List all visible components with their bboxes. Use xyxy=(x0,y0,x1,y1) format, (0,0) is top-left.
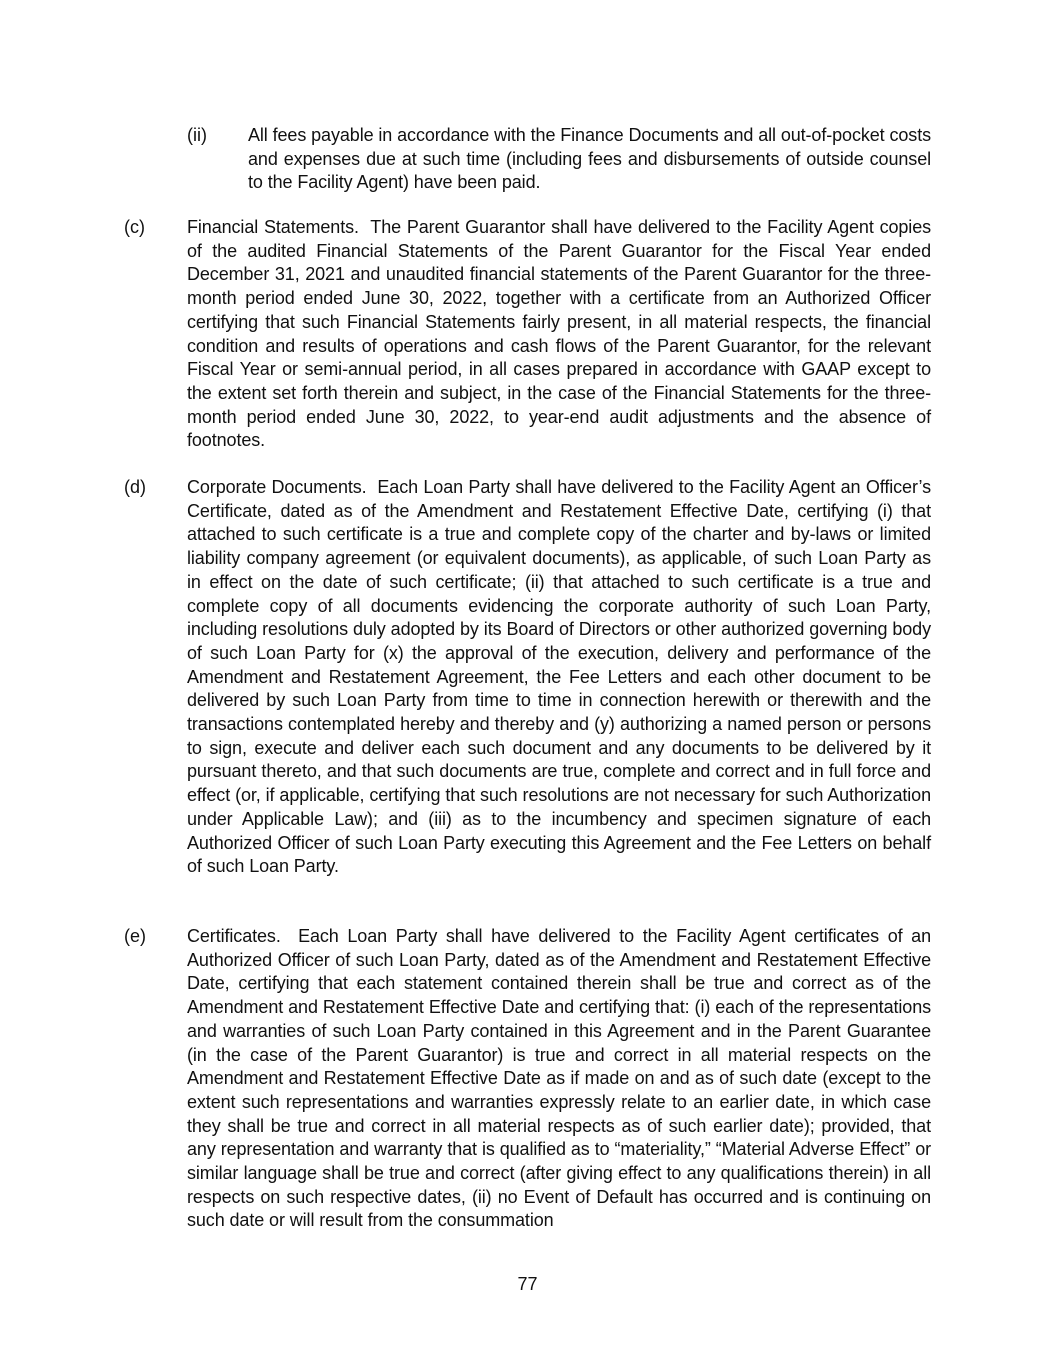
section-e-text: Each Loan Party shall have delivered to the Facility Agent certificates of an Authorized Officer of such Loan Party, dated as of the Amendment and Restatement Effective Date, certifying that each statement contained therein shall be true and correct as of the Amendment and Restatement Effective Date and certifying that: (i) each of the representations and warranties of such Loan Party contained in this Agreement and in the Parent Guarantee (in the case of the Parent Guarantor) is true and correct in all material respects on the Amendment and Restatement Effective Date as if made on and as of such date (except to the extent such representations and warranties expressly relate to an earlier date, in which case they shall be true and correct in all material respects as of such earlier date); provided, that any representation and warranty that is qualified as to “materiality,” “Material Adverse Effect” or similar language shall be true and correct (after giving effect to any qualifications therein) in all respects on such respective dates, (ii) no Event of Default has occurred and is continuing on such date or will result from the consummation xyxy=(187,926,931,1231)
section-c-heading: Financial Statements. xyxy=(187,217,359,237)
section-d-label: (d) xyxy=(124,477,146,497)
section-e-label: (e) xyxy=(124,926,146,946)
page-number: 77 xyxy=(517,1274,538,1294)
section-e-paragraph xyxy=(187,925,931,1233)
section-c-text: The Parent Guarantor shall have delivered to the Facility Agent copies of the audited Financial Statements of the Parent Guarantor for the Fiscal Year ended December 31, 2021 and unaudited financial statements of the Parent Guarantor for the three-month period ended June 30, 2022, together with a certificate from an Authorized Officer certifying that such Financial Statements fairly present, in all material respects, the financial condition and results of operations and cash flows of the Parent Guarantor, for the relevant Fiscal Year or semi-annual period, in all cases prepared in accordance with GAAP except to the extent set forth therein and subject, in the case of the Financial Statements for the three-month period ended June 30, 2022, to year-end audit adjustments and the absence of footnotes. xyxy=(187,217,932,451)
sub-item-label: (ii) xyxy=(187,125,207,145)
section-d-heading: Corporate Documents. xyxy=(187,477,367,497)
section-c-paragraph xyxy=(187,216,931,453)
section-c-label: (c) xyxy=(124,217,145,237)
sub-item-text: All fees payable in accordance with the Finance Documents and all out-of-pocket costs and expenses due at such time (including fees and disbursements of outside counsel to the Facility Agent) have been paid. xyxy=(248,125,931,193)
section-d-paragraph xyxy=(187,476,931,879)
section-e-heading: Certificates. xyxy=(187,926,281,946)
section-d-text: Each Loan Party shall have delivered to the Facility Agent an Officer’s Certificate, dated as of the Amendment and Restatement Effective Date, certifying (i) that attached to such certificate is a true and complete copy of the charter and by-laws or limited liability company agreement (or equivalent documents), as applicable, of such Loan Party as in effect on the date of such certificate; (ii) that attached to such certificate is a true and complete copy of all documents evidencing the corporate authority of such Loan Party, including resolutions duly adopted by its Board of Directors or other authorized governing body of such Loan Party for (x) the approval of the execution, delivery and performance of the Amendment and Restatement Agreement, the Fee Letters and each other document to be delivered by such Loan Party from time to time in connection herewith or therewith and the transactions contemplated hereby and thereby and (y) authorizing a named person or persons to sign, execute and deliver each such document and any documents to be delivered by it pursuant thereto, and that such documents are true, complete and correct and in full force and effect (or, if applicable, certifying that such resolutions are not necessary for such Authorization under Applicable Law); and (iii) as to the incumbency and specimen signature of each Authorized Officer of such Loan Party executing this Agreement and the Fee Letters on behalf of such Loan Party. xyxy=(187,477,931,877)
